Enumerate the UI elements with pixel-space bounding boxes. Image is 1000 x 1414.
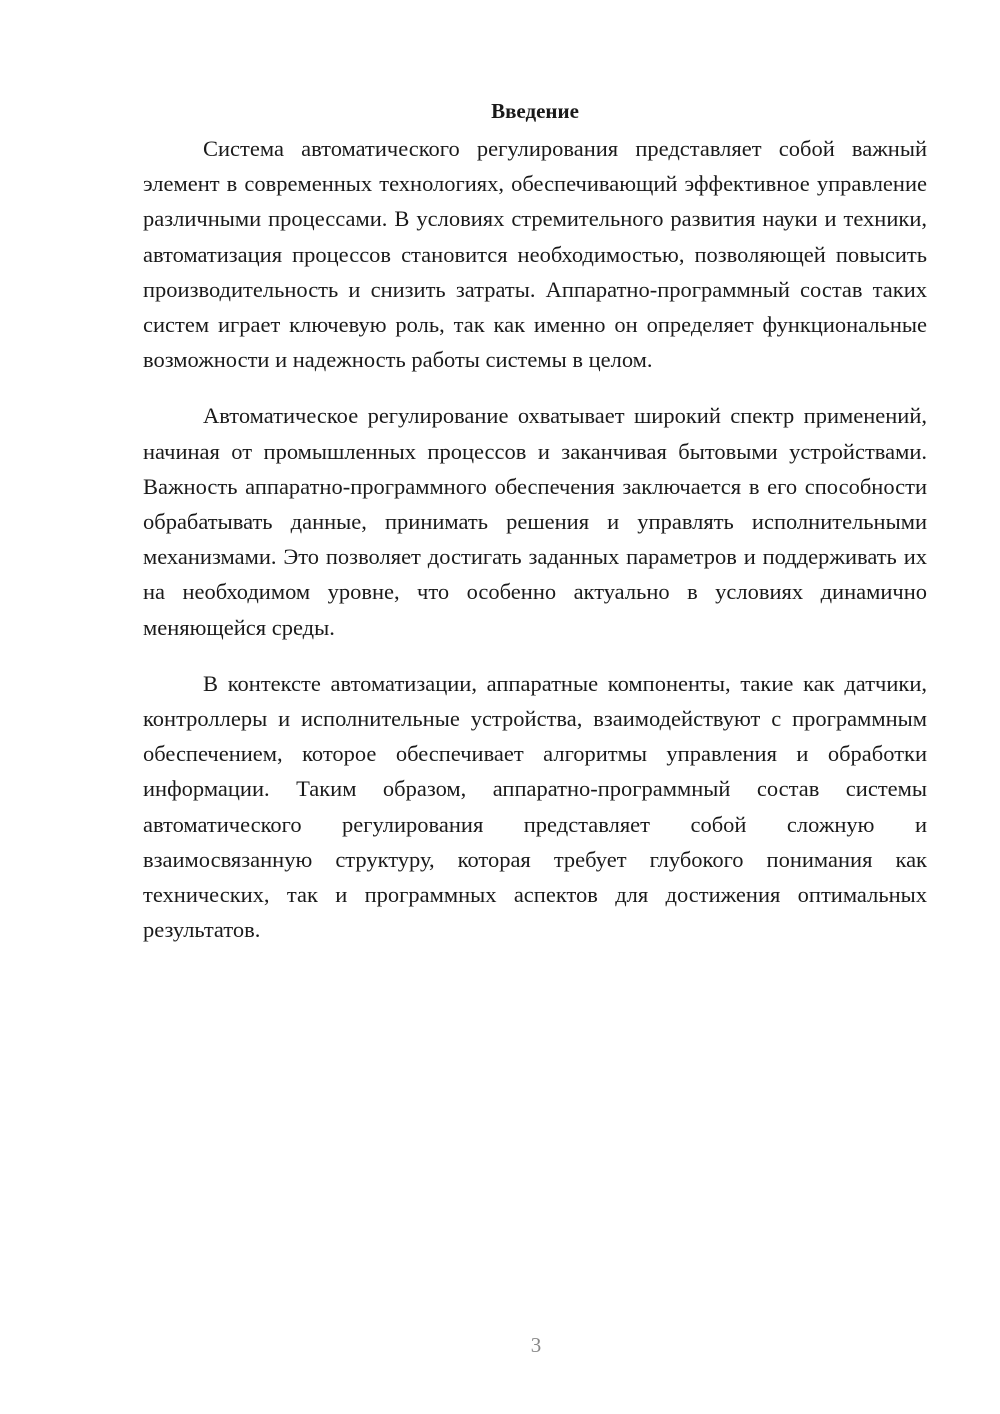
section-heading: Введение [491,99,579,123]
page-number: 3 [530,1333,542,1357]
paragraph-1: Система автоматического регулирования представляет собой важный элемент в современных технологиях, обеспечивающий эффективное управление различными процессами. В условиях стремительного развития науки и техники, автоматизация процессов становится необходимостью, позволяющей повысить производительность и снизить затраты. Аппаратно-программный состав таких систем играет ключевую роль, так как именно он определяет функциональные возможности и надежность работы системы в целом. [143,136,927,373]
page-content [143,96,927,968]
paragraph-3: В контексте автоматизации, аппаратные компоненты, такие как датчики, контроллеры и исполнительные устройства, взаимодействуют с программным обеспечением, которое обеспечивает алгоритмы управления и обработки информации. Таким образом, аппаратно-программный состав системы автоматического регулирования представляет собой сложную и взаимосвязанную структуру, которая требует глубокого понимания как технических, так и программных аспектов для достижения оптимальных результатов. [143,670,927,943]
paragraph-2: Автоматическое регулирование охватывает широкий спектр применений, начиная от промышленных процессов и заканчивая бытовыми устройствами. Важность аппаратно-программного обеспечения заключается в его способности обрабатывать данные, принимать решения и управлять исполнительными механизмами. Это позволяет достигать заданных параметров и поддерживать их на необходимом уровне, что особенно актуально в условиях динамично меняющейся среды. [143,403,927,640]
